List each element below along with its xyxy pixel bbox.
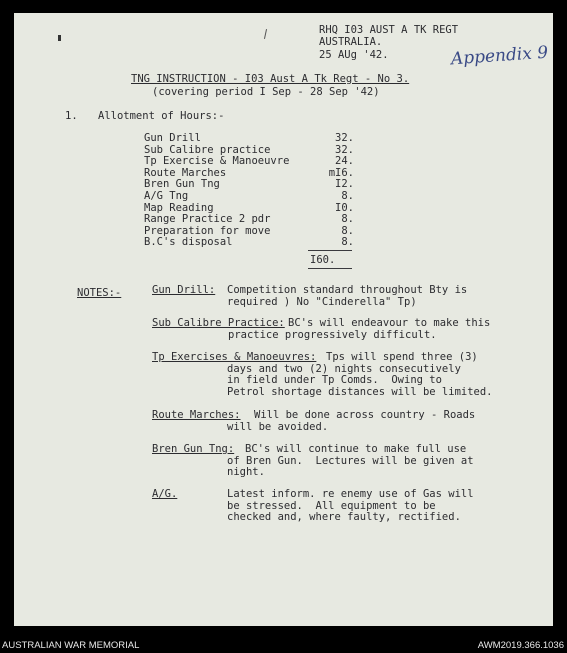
hours-label: Map Reading xyxy=(144,201,214,214)
hours-value: 8. xyxy=(341,213,354,226)
instruction-title: TNG INSTRUCTION - I03 Aust A Tk Regt - No 3. xyxy=(131,73,410,85)
hours-value: 32. xyxy=(335,132,354,144)
hours-value: 8. xyxy=(341,236,354,249)
hours-list xyxy=(144,133,354,249)
note-line: Will be done across country - Roads xyxy=(254,409,476,421)
hours-row xyxy=(144,214,354,226)
note-title-gun-drill: Gun Drill: xyxy=(152,284,216,296)
hours-value: 24. xyxy=(335,155,354,168)
note-body-bren-gun xyxy=(227,443,474,479)
hours-label: Tp Exercise & Manoeuvre xyxy=(144,155,290,168)
note-title-tp-exercises: Tp Exercises & Manoeuvres: xyxy=(152,351,317,363)
note-body-gun-drill xyxy=(227,285,467,308)
hours-label: Range Practice 2 pdr xyxy=(144,213,271,226)
header-unit: RHQ I03 AUST A TK REGT xyxy=(319,24,459,36)
hours-label: Route Marches xyxy=(144,166,227,179)
note-line: BC's will endeavour to make this xyxy=(288,317,491,329)
hours-label: Preparation for move xyxy=(144,224,271,237)
hours-value: 32. xyxy=(335,143,354,156)
header-country: AUSTRALIA. xyxy=(319,36,383,48)
header-date: 25 AUg '42. xyxy=(319,49,389,61)
hours-label: Gun Drill xyxy=(144,132,201,144)
note-title-bren-gun: Bren Gun Tng: xyxy=(152,443,235,455)
hours-value: I0. xyxy=(335,201,354,214)
note-title-sub-calibre: Sub Calibre Practice: xyxy=(152,317,285,329)
pencil-tick xyxy=(264,29,267,39)
hours-row xyxy=(144,191,354,203)
hours-total: I60. xyxy=(310,254,336,266)
hours-value: 8. xyxy=(341,224,354,237)
hours-row xyxy=(144,237,354,249)
note-line: practice progressively difficult. xyxy=(228,328,437,341)
note-body-route-marches xyxy=(227,409,476,433)
note-line: BC's will continue to make full use xyxy=(245,443,467,455)
note-line: checked and, where faulty, rectified. xyxy=(227,511,461,523)
ink-mark xyxy=(58,35,61,41)
hours-label: Bren Gun Tng xyxy=(144,178,220,191)
note-title-route-marches: Route Marches: xyxy=(152,409,241,421)
note-line: required ) No "Cinderella" Tp) xyxy=(227,295,417,308)
document-page xyxy=(14,13,553,626)
section-heading: Allotment of Hours:- xyxy=(98,110,225,122)
hours-value: mI6. xyxy=(328,166,354,179)
hours-label: Sub Calibre practice xyxy=(144,143,271,156)
footer-institution: AUSTRALIAN WAR MEMORIAL xyxy=(2,640,140,651)
note-body-ag xyxy=(227,489,474,524)
section-number: 1. xyxy=(65,110,78,122)
note-line: Petrol shortage distances will be limited. xyxy=(227,385,493,398)
footer-accession-number: AWM2019.366.1036 xyxy=(477,640,564,651)
note-line: in field under Tp Comds. Owing to xyxy=(227,374,442,386)
hours-value: I2. xyxy=(335,178,354,191)
total-underline xyxy=(308,268,352,269)
total-rule xyxy=(308,250,352,251)
hours-label: B.C's disposal xyxy=(144,236,233,249)
note-title-ag: A/G. xyxy=(152,488,178,500)
note-line: days and two (2) nights consecutively xyxy=(227,362,461,375)
note-line: Competition standard throughout Bty is xyxy=(227,284,468,296)
notes-heading: NOTES:- xyxy=(77,287,122,299)
note-body-sub-calibre xyxy=(228,317,491,341)
hours-value: 8. xyxy=(341,189,354,202)
hours-row xyxy=(144,133,354,145)
note-line: night. xyxy=(227,466,265,478)
note-line: Tps will spend three (3) xyxy=(326,351,478,363)
handwritten-appendix-note: Appendix 9 xyxy=(450,42,549,70)
note-line: Latest inform. re enemy use of Gas will xyxy=(227,488,474,500)
note-line: be stressed. All equipment to be xyxy=(227,499,436,512)
note-line: will be avoided. xyxy=(227,420,329,433)
note-line: of Bren Gun. Lectures will be given at xyxy=(227,454,474,467)
hours-label: A/G Tng xyxy=(144,189,189,202)
instruction-period: (covering period I Sep - 28 Sep '42) xyxy=(152,86,380,98)
